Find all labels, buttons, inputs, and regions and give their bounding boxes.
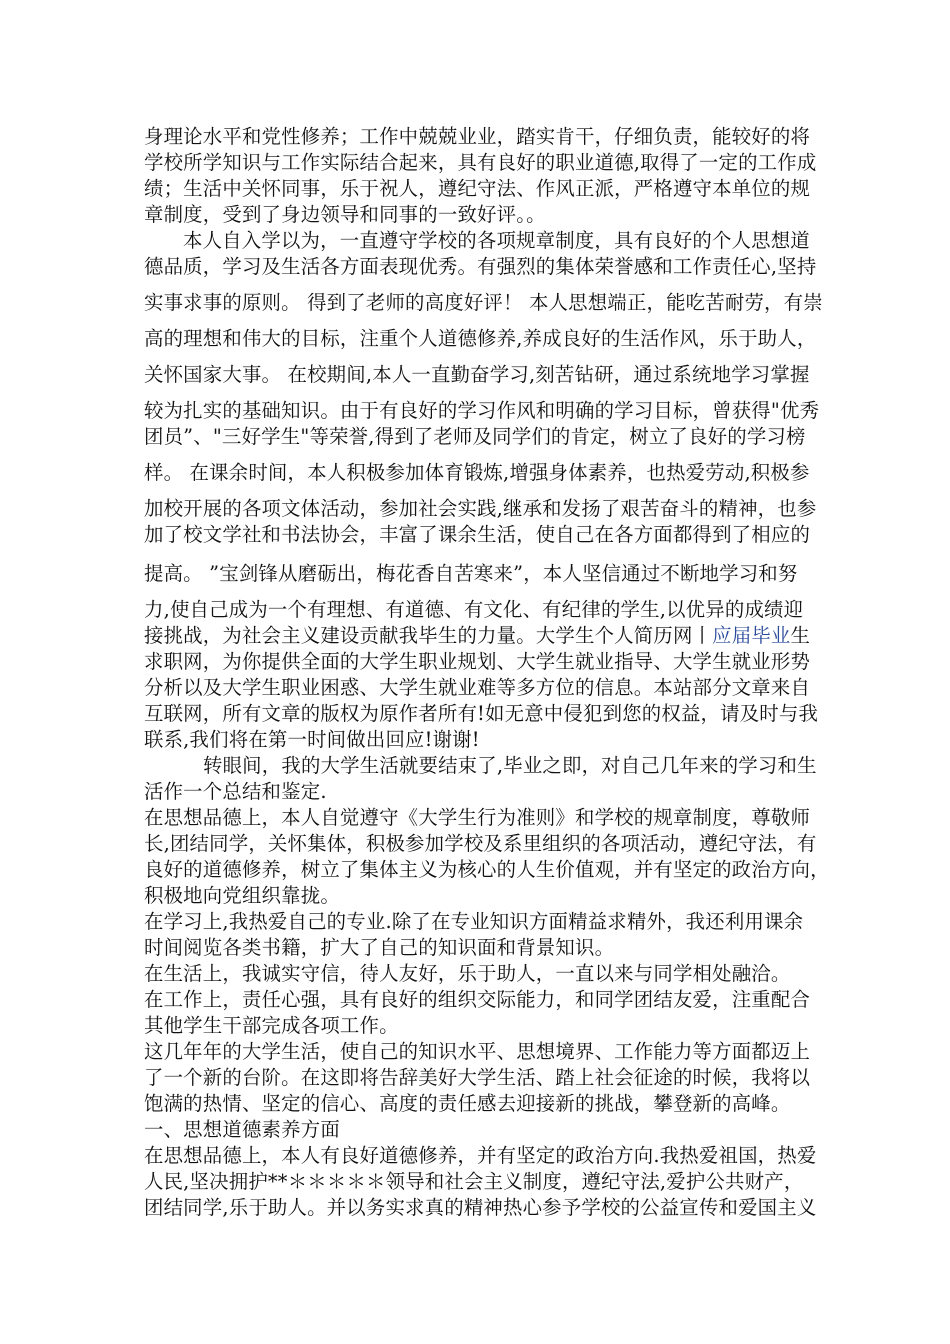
text-line: 时间阅览各类书籍，扩大了自己的知识面和背景知识。 xyxy=(144,936,615,959)
text-line: 章制度，受到了身边领导和同事的一致好评。。 xyxy=(144,203,546,226)
text-line: 团结同学,乐于助人。并以务实求真的精神热心参予学校的公益宣传和爱国主义 xyxy=(144,1196,817,1219)
text-line: 关怀国家大事。 在校期间,本人一直勤奋学习,刻苦钻研，通过系统地学习掌握 xyxy=(144,363,810,386)
text-line: 长,团结同学，关怀集体，积极参加学校及系里组织的各项活动，遵纪守法，有 xyxy=(144,832,817,855)
text-line: 身理论水平和党性修养；工作中兢兢业业，踏实肯干，仔细负责，能较好的将 xyxy=(144,125,811,148)
text-line: 高的理想和伟大的目标，注重个人道德修养,养成良好的生活作风，乐于助人， xyxy=(144,327,817,350)
text-line: 力,使自己成为一个有理想、有道德、有文化、有纪律的学生,以优异的成绩迎 xyxy=(144,598,804,621)
text-line: 人民,坚决拥护**＊＊＊＊＊领导和社会主义制度，遵纪守法,爱护公共财产， xyxy=(144,1170,804,1193)
text-line: 绩；生活中关怀同事，乐于祝人，遵纪守法、作风正派，严格遵守本单位的规 xyxy=(144,177,811,200)
text-line: 求职网，为你提供全面的大学生职业规划、大学生就业指导、大学生就业形势 xyxy=(144,650,811,673)
text-line: 积极地向党组织靠拢。 xyxy=(144,884,340,907)
text-line: 在工作上，责任心强，具有良好的组织交际能力，和同学团结友爱，注重配合 xyxy=(144,988,811,1011)
text-line: 实事求事的原则。 得到了老师的高度好评！ 本人思想端正，能吃苦耐劳，有崇 xyxy=(144,291,823,314)
text-line-with-link xyxy=(144,623,810,649)
text-line: 样。 在课余时间，本人积极参加体育锻炼,增强身体素养，也热爱劳动,积极参 xyxy=(144,461,810,484)
text-line: 在生活上，我诚实守信，待人友好，乐于助人，一直以来与同学相处融洽。 xyxy=(144,962,791,985)
text-line: 了一个新的台阶。在这即将告辞美好大学生活、踏上社会征途的时候，我将以 xyxy=(144,1066,811,1089)
section-heading: 一、思想道德素养方面 xyxy=(144,1118,340,1141)
text-line: 这几年年的大学生活，使自己的知识水平、思想境界、工作能力等方面都迈上 xyxy=(144,1040,811,1063)
text-line: 在思想品德上，本人有良好道德修养，并有坚定的政治方向.我热爱祖国，热爱 xyxy=(144,1144,817,1167)
text-segment: 接挑战，为社会主义建设贡献我毕生的力量。大学生个人简历网丨 xyxy=(144,624,713,647)
text-line: 较为扎实的基础知识。由于有良好的学习作风和明确的学习目标，曾获得"优秀 xyxy=(144,399,820,422)
text-line: 提高。 ”宝剑锋从磨砺出，梅花香自苦寒来”，本人坚信通过不断地学习和努 xyxy=(144,562,798,585)
graduate-link[interactable]: 应届毕业 xyxy=(712,624,791,647)
text-segment: 生 xyxy=(790,624,811,647)
text-line: 在思想品德上，本人自觉遵守《大学生行为准则》和学校的规章制度，尊敬师 xyxy=(144,806,811,829)
text-line: 团员”、"三好学生"等荣誉,得到了老师及同学们的肯定，树立了良好的学习榜 xyxy=(144,425,806,448)
text-line: 加校开展的各项文体活动，参加社会实践,继承和发扬了艰苦奋斗的精神，也参 xyxy=(144,497,817,520)
text-line: 加了校文学社和书法协会，丰富了课余生活，使自己在各方面都得到了相应的 xyxy=(144,523,811,546)
text-line: 分析以及大学生职业困惑、大学生就业难等多方位的信息。本站部分文章来自 xyxy=(144,676,811,699)
text-line: 其他学生干部完成各项工作。 xyxy=(144,1014,399,1037)
text-line: 转眼间，我的大学生活就要结束了,毕业之即，对自己几年来的学习和生 xyxy=(203,754,817,777)
text-line: 学校所学知识与工作实际结合起来，具有良好的职业道德,取得了一定的工作成 xyxy=(144,151,817,174)
text-line: 德品质，学习及生活各方面表现优秀。有强烈的集体荣誉感和工作责任心,坚持 xyxy=(144,255,817,278)
text-line: 本人自入学以为，一直遵守学校的各项规章制度，具有良好的个人思想道 xyxy=(183,229,810,252)
text-line: 活作一个总结和鉴定. xyxy=(144,780,327,803)
text-line: 饱满的热情、坚定的信心、高度的责任感去迎接新的挑战，攀登新的高峰。 xyxy=(144,1092,791,1115)
text-line: 在学习上,我热爱自己的专业.除了在专业知识方面精益求精外，我还利用课余 xyxy=(144,910,804,933)
text-line: 联系,我们将在第一时间做出回应!谢谢! xyxy=(144,728,480,751)
text-line: 良好的道德修养，树立了集体主义为核心的人生价值观，并有坚定的政治方向， xyxy=(144,858,830,881)
text-line: 互联网，所有文章的版权为原作者所有!如无意中侵犯到您的权益，请及时与我 xyxy=(144,702,819,725)
